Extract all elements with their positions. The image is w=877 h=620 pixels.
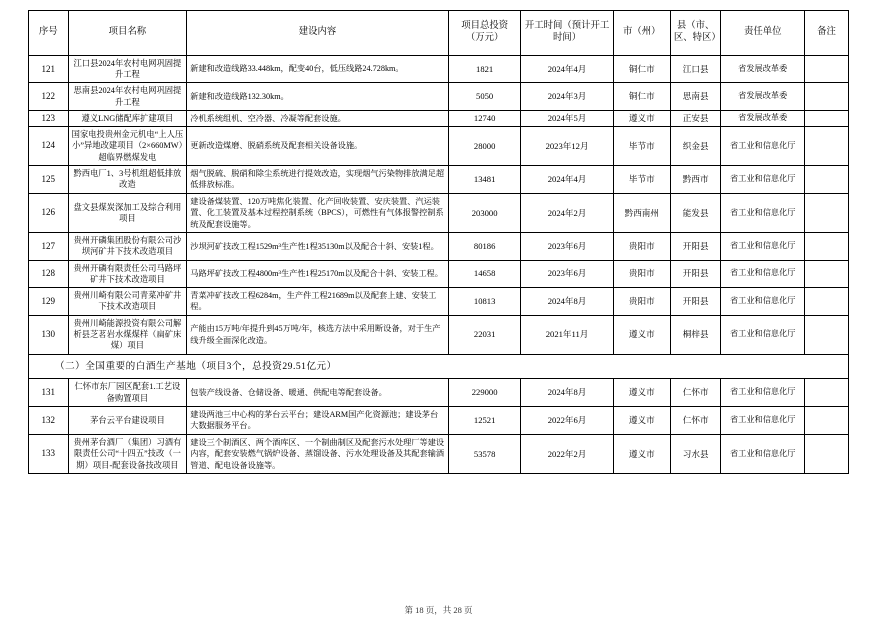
projects-table: [28, 10, 849, 474]
cell-index: 121: [29, 56, 69, 83]
cell-project-name: 遵义LNG储配库扩建项目: [68, 110, 187, 126]
cell-county: 仁怀市: [670, 406, 721, 434]
cell-responsible-unit: 省工业和信息化厅: [721, 233, 805, 260]
cell-index: 133: [29, 434, 69, 473]
cell-start-time: 2024年8月: [521, 287, 613, 315]
cell-county: 织金县: [670, 127, 721, 166]
header-county: 县（市、区、特区）: [670, 11, 721, 56]
cell-total-investment: 80186: [448, 233, 521, 260]
cell-city: 遵义市: [613, 315, 670, 354]
cell-remark: [804, 127, 848, 166]
cell-total-investment: 12740: [448, 110, 521, 126]
cell-city: 毕节市: [613, 165, 670, 193]
cell-project-name: 贵州川崎能源投资有限公司解析县芝茗岩水煤煤样（扁矿床煤）项目: [68, 315, 187, 354]
cell-construction-content: 包装产线设备、仓储设备、暖通、供配电等配套设备。: [187, 379, 449, 406]
cell-start-time: 2024年4月: [521, 56, 613, 83]
cell-project-name: 贵州开磷有限责任公司马路坪矿井下技术改造项目: [68, 260, 187, 287]
cell-county: 仁怀市: [670, 379, 721, 406]
cell-start-time: 2024年3月: [521, 83, 613, 110]
cell-total-investment: 14658: [448, 260, 521, 287]
cell-city: 遵义市: [613, 434, 670, 473]
cell-total-investment: 12521: [448, 406, 521, 434]
table-row: [29, 56, 849, 83]
cell-city: 贵阳市: [613, 287, 670, 315]
cell-responsible-unit: 省工业和信息化厅: [721, 379, 805, 406]
header-project-name: 项目名称: [68, 11, 187, 56]
table-row: [29, 406, 849, 434]
cell-construction-content: 建设三个制酒区、两个酒库区、一个制曲制区及配套污水处理厂等建设内容，配套安装燃气锅炉设备、蒸馏设备、污水处理设备及其配套输酒管道、配电设备设施等。: [187, 434, 449, 473]
cell-responsible-unit: 省发展改革委: [721, 110, 805, 126]
table-row: [29, 165, 849, 193]
cell-start-time: 2022年6月: [521, 406, 613, 434]
cell-remark: [804, 434, 848, 473]
cell-county: 桐梓县: [670, 315, 721, 354]
cell-county: 思南县: [670, 83, 721, 110]
cell-total-investment: 5050: [448, 83, 521, 110]
cell-construction-content: 建设备煤装置、120万吨焦化装置、化产回收装置、安庆装置、汽运装置、化工装置及基本过程控制系统（BPCS），可燃性有气体报警控制系统及配套设施等。: [187, 193, 449, 232]
header-city: 市（州）: [613, 11, 670, 56]
cell-remark: [804, 193, 848, 232]
cell-remark: [804, 110, 848, 126]
cell-project-name: 茅台云平台建设项目: [68, 406, 187, 434]
cell-start-time: 2023年6月: [521, 233, 613, 260]
cell-remark: [804, 260, 848, 287]
cell-start-time: 2023年6月: [521, 260, 613, 287]
cell-project-name: 贵州开磷集团股份有限公司沙坝河矿井下技术改造项目: [68, 233, 187, 260]
cell-city: 贵阳市: [613, 260, 670, 287]
cell-city: 遵义市: [613, 110, 670, 126]
header-construction-content: 建设内容: [187, 11, 449, 56]
cell-county: 黔西市: [670, 165, 721, 193]
cell-start-time: 2022年2月: [521, 434, 613, 473]
cell-construction-content: 产能由15万吨/年提升到45万吨/年，核选方法中采用断设备，对于生产线升级全面深化改造。: [187, 315, 449, 354]
header-remark: 备注: [804, 11, 848, 56]
cell-construction-content: 沙坝河矿技改工程1529m³生产性1程35130m以及配合十斜、安装1程。: [187, 233, 449, 260]
cell-county: 习水县: [670, 434, 721, 473]
cell-county: 开阳县: [670, 260, 721, 287]
table-row: [29, 193, 849, 232]
page-footer: 第 18 页，共 28 页: [404, 605, 473, 615]
cell-responsible-unit: 省工业和信息化厅: [721, 260, 805, 287]
cell-start-time: 2024年4月: [521, 165, 613, 193]
cell-project-name: 国家电投贵州金元机电“上人压小”异地改建项目（2×660MW）超临界燃煤发电: [68, 127, 187, 166]
table-row: [29, 260, 849, 287]
cell-construction-content: 新建和改造线路132.30km。: [187, 83, 449, 110]
cell-project-name: 江口县2024年农村电网巩固提升工程: [68, 56, 187, 83]
cell-city: 铜仁市: [613, 83, 670, 110]
cell-city: 遵义市: [613, 379, 670, 406]
cell-county: 正安县: [670, 110, 721, 126]
cell-total-investment: 13481: [448, 165, 521, 193]
cell-responsible-unit: 省发展改革委: [721, 56, 805, 83]
header-start-time: 开工时间（预计开工时间）: [521, 11, 613, 56]
cell-construction-content: 冷机系统组机、空冷器、冷凝等配套设施。: [187, 110, 449, 126]
cell-index: 126: [29, 193, 69, 232]
header-total-investment: 项目总投资（万元）: [448, 11, 521, 56]
table-row: [29, 83, 849, 110]
table-body: [29, 56, 849, 474]
cell-construction-content: 烟气脱硫、脱硝和除尘系统进行提效改造，实现烟气污染物排放满足超低排放标准。: [187, 165, 449, 193]
cell-construction-content: 建设两池三中心构的茅台云平台；建设ARM国产化资源池；建设茅台大数据服务平台。: [187, 406, 449, 434]
cell-responsible-unit: 省工业和信息化厅: [721, 193, 805, 232]
cell-project-name: 盘文县煤炭深加工及综合利用项目: [68, 193, 187, 232]
cell-remark: [804, 379, 848, 406]
cell-city: 遵义市: [613, 406, 670, 434]
header-responsible-unit: 责任单位: [721, 11, 805, 56]
cell-index: 129: [29, 287, 69, 315]
cell-remark: [804, 56, 848, 83]
cell-construction-content: 更新改造煤磨、脱硝系统及配套相关设备设施。: [187, 127, 449, 166]
cell-county: 开阳县: [670, 287, 721, 315]
header-index: 序号: [29, 11, 69, 56]
cell-responsible-unit: 省工业和信息化厅: [721, 406, 805, 434]
cell-total-investment: 10813: [448, 287, 521, 315]
cell-index: 122: [29, 83, 69, 110]
cell-start-time: 2024年8月: [521, 379, 613, 406]
cell-total-investment: 53578: [448, 434, 521, 473]
cell-remark: [804, 165, 848, 193]
cell-remark: [804, 315, 848, 354]
cell-index: 127: [29, 233, 69, 260]
cell-responsible-unit: 省工业和信息化厅: [721, 434, 805, 473]
cell-remark: [804, 233, 848, 260]
table-row: [29, 379, 849, 406]
cell-project-name: 贵州川崎有限公司青菜冲矿井下技术改造项目: [68, 287, 187, 315]
cell-index: 128: [29, 260, 69, 287]
table-header: [29, 11, 849, 56]
cell-city: 铜仁市: [613, 56, 670, 83]
table-row: [29, 233, 849, 260]
cell-start-time: 2024年2月: [521, 193, 613, 232]
cell-city: 毕节市: [613, 127, 670, 166]
cell-responsible-unit: 省工业和信息化厅: [721, 165, 805, 193]
cell-total-investment: 22031: [448, 315, 521, 354]
cell-city: 黔西南州: [613, 193, 670, 232]
cell-index: 131: [29, 379, 69, 406]
cell-total-investment: 28000: [448, 127, 521, 166]
table-row: [29, 127, 849, 166]
cell-county: 能发县: [670, 193, 721, 232]
cell-county: 江口县: [670, 56, 721, 83]
cell-index: 125: [29, 165, 69, 193]
cell-project-name: 贵州茅台酒厂（集团）习酒有限责任公司“十四五”技改（一期）项目-配套设备技改项目: [68, 434, 187, 473]
table-row: [29, 287, 849, 315]
cell-construction-content: 青菜冲矿技改工程6284m，生产件工程21689m以及配套上建、安装工程。: [187, 287, 449, 315]
cell-remark: [804, 287, 848, 315]
cell-total-investment: 203000: [448, 193, 521, 232]
cell-responsible-unit: 省工业和信息化厅: [721, 287, 805, 315]
cell-responsible-unit: 省工业和信息化厅: [721, 127, 805, 166]
table-row: [29, 434, 849, 473]
cell-county: 开阳县: [670, 233, 721, 260]
cell-responsible-unit: 省工业和信息化厅: [721, 315, 805, 354]
header-row: [29, 11, 849, 56]
cell-construction-content: 马路坪矿技改工程4800m³生产性1程25170m以及配合十斜、安装工程。: [187, 260, 449, 287]
cell-index: 124: [29, 127, 69, 166]
cell-start-time: 2021年11月: [521, 315, 613, 354]
cell-city: 贵阳市: [613, 233, 670, 260]
table-row: [29, 315, 849, 354]
cell-remark: [804, 83, 848, 110]
cell-index: 123: [29, 110, 69, 126]
cell-total-investment: 229000: [448, 379, 521, 406]
cell-project-name: 黔西电厂1、3号机组超低排放改造: [68, 165, 187, 193]
section-label: （二）全国重要的白酒生产基地（项目3个，总投资29.51亿元）: [29, 354, 849, 379]
cell-start-time: 2024年5月: [521, 110, 613, 126]
cell-index: 132: [29, 406, 69, 434]
cell-remark: [804, 406, 848, 434]
cell-responsible-unit: 省发展改革委: [721, 83, 805, 110]
cell-start-time: 2023年12月: [521, 127, 613, 166]
cell-total-investment: 1821: [448, 56, 521, 83]
table-section-row: [29, 354, 849, 379]
cell-index: 130: [29, 315, 69, 354]
cell-project-name: 思南县2024年农村电网巩固提升工程: [68, 83, 187, 110]
table-row: [29, 110, 849, 126]
cell-project-name: 仁怀市东厂园区配套1.工艺设备购置项目: [68, 379, 187, 406]
cell-construction-content: 新建和改造线路33.448km，配变40台，低压线路24.728km。: [187, 56, 449, 83]
